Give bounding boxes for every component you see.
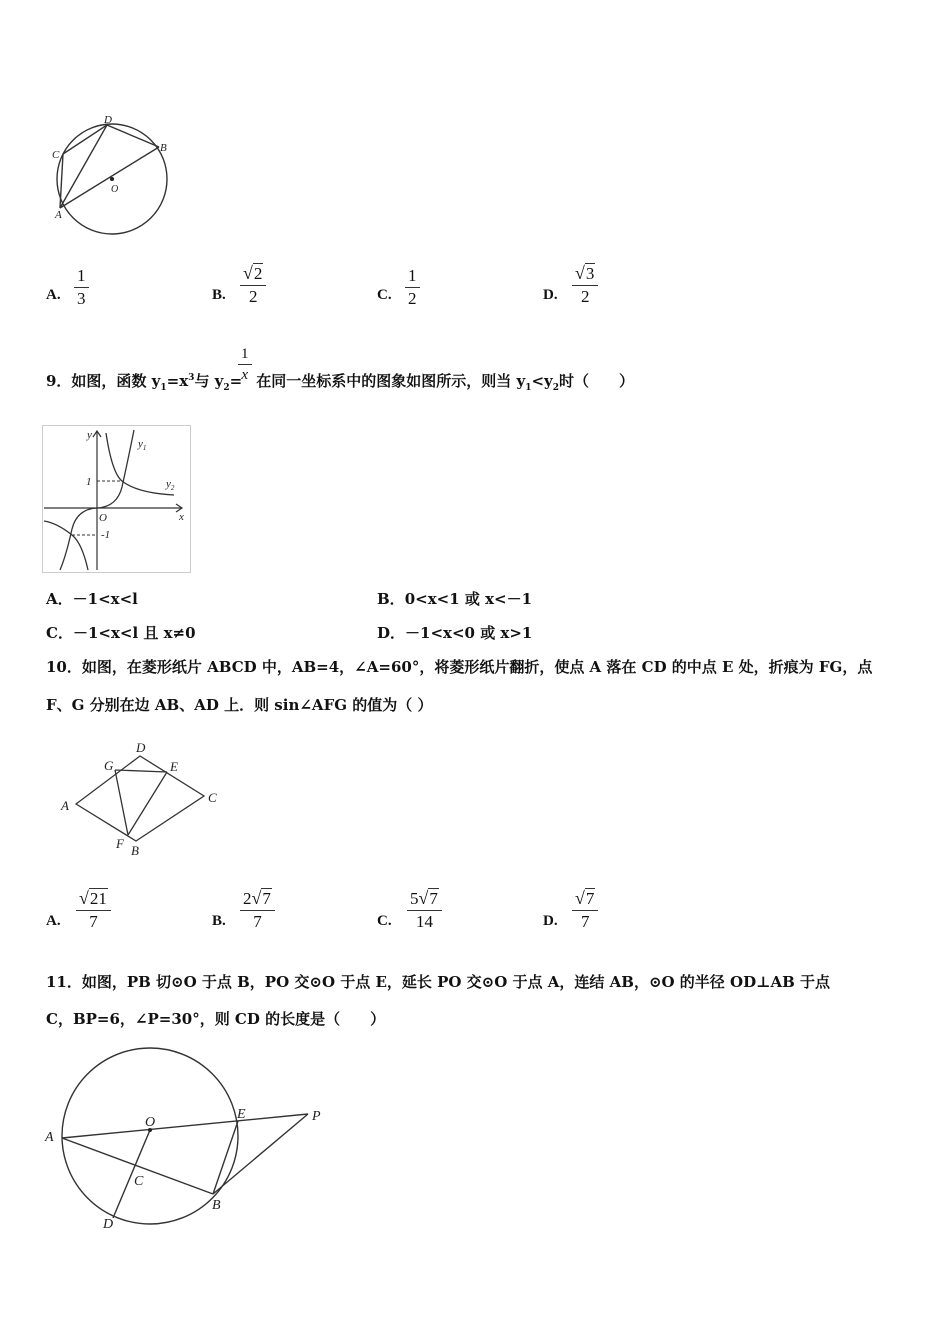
diameter-ab: [60, 147, 159, 208]
label-o: O: [111, 184, 119, 195]
label-f: F: [116, 836, 124, 851]
q9-option-d[interactable]: D．－1<x<0 或 x>1: [377, 624, 533, 642]
graph-label-origin: O: [99, 512, 107, 524]
q8-option-b-fraction: √ 2 2: [240, 263, 266, 307]
q11-circle-tangent-figure: [42, 1040, 332, 1235]
label-e: E: [170, 759, 178, 774]
q9-function-graph: [42, 425, 192, 573]
q8-option-d-letter[interactable]: D.: [543, 287, 558, 303]
chord-ad: [60, 125, 107, 208]
q11-stem-line2: C，BP=6，∠P=30°，则 CD 的长度是（ ）: [46, 1010, 386, 1028]
center-dot: [110, 177, 114, 181]
label-o: O: [145, 1115, 156, 1130]
line-ap: [62, 1114, 308, 1138]
curve-y1-positive: [97, 430, 134, 508]
segment-gf: [115, 770, 128, 835]
label-a: A: [45, 1130, 54, 1145]
q9-option-c[interactable]: C．－1<x<l 且 x≠0: [46, 624, 196, 642]
q9-option-b[interactable]: B．0<x<1 或 x<－1: [377, 590, 533, 608]
q8-option-a-letter[interactable]: A.: [46, 287, 61, 303]
curve-y2-negative: [44, 521, 88, 570]
q9-stem: 9．如图，函数 $y_1=x^3$与 $y_2=$ 在同一坐标系中的图象如图所示，则当 $y_1<y_2$时（ ）: [46, 372, 635, 393]
q9-option-a[interactable]: A．－1<x<l: [46, 590, 138, 608]
q10-option-a-letter[interactable]: A.: [46, 913, 61, 929]
chord-cd: [63, 125, 107, 154]
label-c: C: [52, 149, 60, 161]
q10-stem-line1: 10．如图，在菱形纸片 ABCD 中，AB=4，∠A=60°，将菱形纸片翻折，使点 A 落在 CD 的中点 E 处，折痕为 FG，点: [46, 658, 873, 676]
label-c: C: [134, 1174, 144, 1189]
q8-option-c-letter[interactable]: C.: [377, 287, 392, 303]
q10-option-d-fraction: √ 7 7: [572, 888, 598, 932]
graph-label-y1: $y_1$: [138, 438, 147, 452]
label-c: C: [208, 790, 217, 805]
graph-label-neg1: -1: [101, 529, 111, 541]
q10-option-d-letter[interactable]: D.: [543, 913, 558, 929]
q8-option-d-fraction: √ 3 2: [572, 263, 598, 307]
label-b: B: [160, 142, 167, 154]
label-a: A: [55, 209, 62, 221]
label-b: B: [212, 1198, 221, 1213]
label-g: G: [104, 758, 114, 773]
q8-circle-figure: [44, 110, 184, 240]
graph-label-one: 1: [86, 476, 92, 488]
q10-option-c-letter[interactable]: C.: [377, 913, 392, 929]
q10-option-b-fraction: 2 √ 7 7: [240, 888, 275, 932]
q10-stem-line2: F、G 分别在边 AB、AD 上．则 sin∠AFG 的值为（ ）: [46, 696, 433, 714]
rhombus-abcd: [76, 756, 204, 841]
graph-label-y: y: [87, 429, 92, 441]
q10-option-c-fraction: 5 √ 7 14: [407, 888, 442, 932]
label-b: B: [131, 843, 139, 858]
q10-rhombus-figure: [56, 738, 231, 860]
label-p: P: [312, 1109, 321, 1124]
segment-fe: [128, 772, 167, 835]
label-a: A: [61, 798, 69, 813]
q10-option-b-letter[interactable]: B.: [212, 913, 226, 929]
q11-stem-line1: 11．如图，PB 切⊙O 于点 B，PO 交⊙O 于点 E，延长 PO 交⊙O 于点 A，连结 AB，⊙O 的半径 OD⊥AB 于点: [46, 973, 831, 991]
curve-y1-negative: [60, 508, 97, 570]
label-d: D: [104, 114, 112, 126]
q10-option-a-fraction: √ 21 7: [76, 888, 111, 932]
q8-option-a-fraction: $\frac{1}{3}$: [74, 266, 89, 309]
q8-option-b-letter[interactable]: B.: [212, 287, 226, 303]
graph-label-y2: $y_2$: [166, 478, 175, 492]
label-d: D: [136, 740, 146, 755]
segment-ge: [115, 770, 167, 772]
label-e: E: [237, 1107, 246, 1122]
graph-label-x: x: [179, 511, 184, 523]
label-d: D: [103, 1217, 114, 1232]
line-od: [113, 1130, 150, 1218]
q8-option-c-fraction: $\frac{1}{2}$: [405, 266, 420, 309]
q9-inline-fraction: $\frac{1}{x}$: [238, 345, 252, 384]
